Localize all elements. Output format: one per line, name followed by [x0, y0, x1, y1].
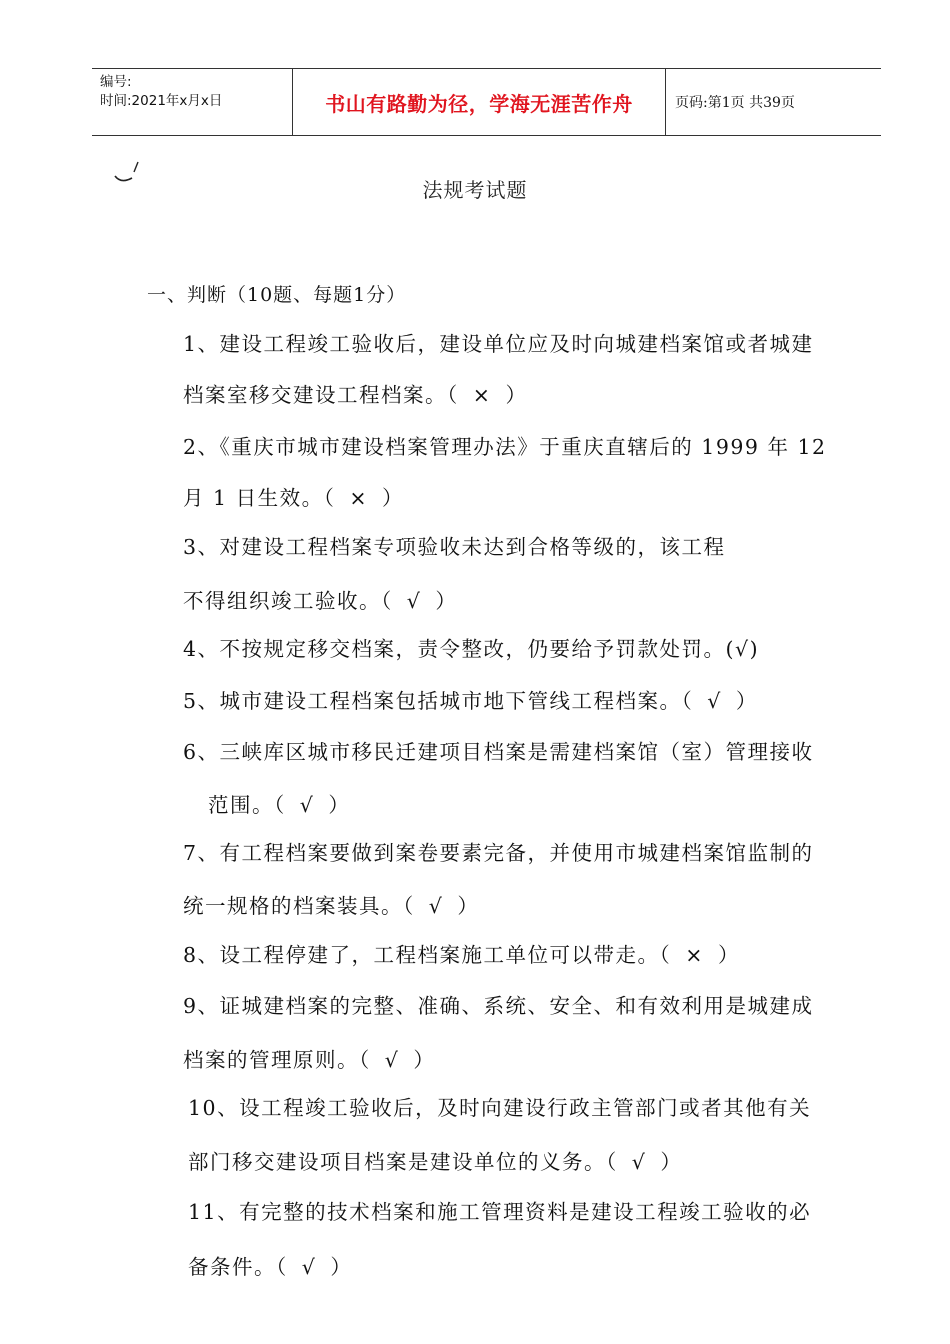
- question-text: 7、有工程档案要做到案卷要素完备，并使用市城建档案馆监制的: [183, 841, 814, 865]
- question-text-cont: 范围。（: [208, 793, 286, 817]
- question-text: 4、不按规定移交档案，责令整改，仍要给予罚款处罚。(√): [183, 637, 760, 661]
- question-text: 3、对建设工程档案专项验收未达到合格等级的，该工程: [183, 535, 726, 559]
- question-line: [183, 836, 814, 866]
- question-text-cont: 备条件。（: [188, 1255, 288, 1279]
- question-text: 1、建设工程竣工验收后，建设单位应及时向城建档案馆或者城建: [183, 332, 814, 356]
- header-motto: 书山有路勤为径，学海无涯苦作舟: [293, 69, 666, 135]
- answer-mark: √: [406, 589, 422, 613]
- answer-close: ）: [330, 1255, 353, 1279]
- time-label: 时间:2021年x月x日: [100, 93, 223, 109]
- header-meta: [92, 69, 293, 135]
- question-text: 8、设工程停建了，工程档案施工单位可以带走。（: [183, 943, 672, 967]
- question-text-cont: 统一规格的档案装具。（: [183, 894, 415, 918]
- section-heading: 一、判断（10题、每题1分）: [147, 284, 407, 306]
- answer-mark: √: [631, 1150, 647, 1174]
- question-text: 9、证城建档案的完整、准确、系统、安全、和有效利用是城建成: [183, 994, 814, 1018]
- answer-close: ）: [382, 486, 405, 510]
- question-text-cont: 不得组织竣工验收。（: [183, 589, 393, 613]
- question-line: [183, 632, 759, 662]
- answer-close: ）: [457, 894, 480, 918]
- question-line: [183, 735, 814, 765]
- question-text: 5、城市建设工程档案包括城市地下管线工程档案。（: [183, 689, 694, 713]
- answer-mark: ×: [685, 943, 704, 967]
- question-line-cont: [188, 1250, 352, 1280]
- question-line-cont: [183, 1043, 435, 1073]
- question-line-cont: [183, 889, 479, 919]
- question-line: [183, 684, 758, 714]
- page-info: 页码:第1页 共39页: [675, 95, 795, 111]
- question-line: [183, 530, 726, 560]
- answer-mark: √: [299, 793, 315, 817]
- question-text-cont: 档案的管理原则。（: [183, 1048, 371, 1072]
- answer-mark: √: [707, 689, 722, 713]
- question-line: [183, 430, 827, 460]
- question-text: 2、《重庆市城市建设档案管理办法》于重庆直辖后的 1999 年 12: [183, 435, 827, 459]
- question-line-cont: [183, 481, 404, 511]
- answer-close: ）: [505, 383, 528, 407]
- answer-close: ）: [328, 793, 351, 817]
- answer-close: ）: [413, 1048, 436, 1072]
- answer-close: ）: [717, 943, 740, 967]
- question-text-cont: 部门移交建设项目档案是建设单位的义务。（: [188, 1150, 618, 1174]
- page-header: [92, 68, 881, 136]
- page-title: 法规考试题: [422, 178, 528, 202]
- question-line-cont: [188, 1145, 682, 1175]
- answer-mark: √: [301, 1255, 317, 1279]
- question-line-cont: [183, 378, 527, 408]
- question-line: [188, 1195, 811, 1225]
- answer-mark: ×: [472, 383, 492, 407]
- question-line: [183, 989, 814, 1019]
- number-label: 编号:: [100, 74, 132, 90]
- answer-close: ）: [660, 1150, 683, 1174]
- answer-mark: ×: [349, 486, 369, 510]
- question-text: 11、有完整的技术档案和施工管理资料是建设工程竣工验收的必: [188, 1200, 812, 1224]
- question-line-cont: [208, 788, 350, 818]
- question-text-cont: 档案室移交建设工程档案。（: [183, 383, 459, 407]
- answer-close: ）: [435, 589, 458, 613]
- question-line: [188, 1091, 811, 1121]
- question-text-cont: 月 1 日生效。（: [183, 486, 336, 510]
- question-text: 6、三峡库区城市移民迁建项目档案是需建档案馆（室）管理接收: [183, 740, 814, 764]
- question-line: [183, 327, 814, 357]
- question-line-cont: [183, 584, 457, 614]
- answer-mark: √: [428, 894, 444, 918]
- question-text: 10、设工程竣工验收后，及时向建设行政主管部门或者其他有关: [188, 1096, 812, 1120]
- question-line: [183, 938, 740, 968]
- answer-mark: √: [384, 1048, 400, 1072]
- answer-close: ）: [735, 689, 758, 713]
